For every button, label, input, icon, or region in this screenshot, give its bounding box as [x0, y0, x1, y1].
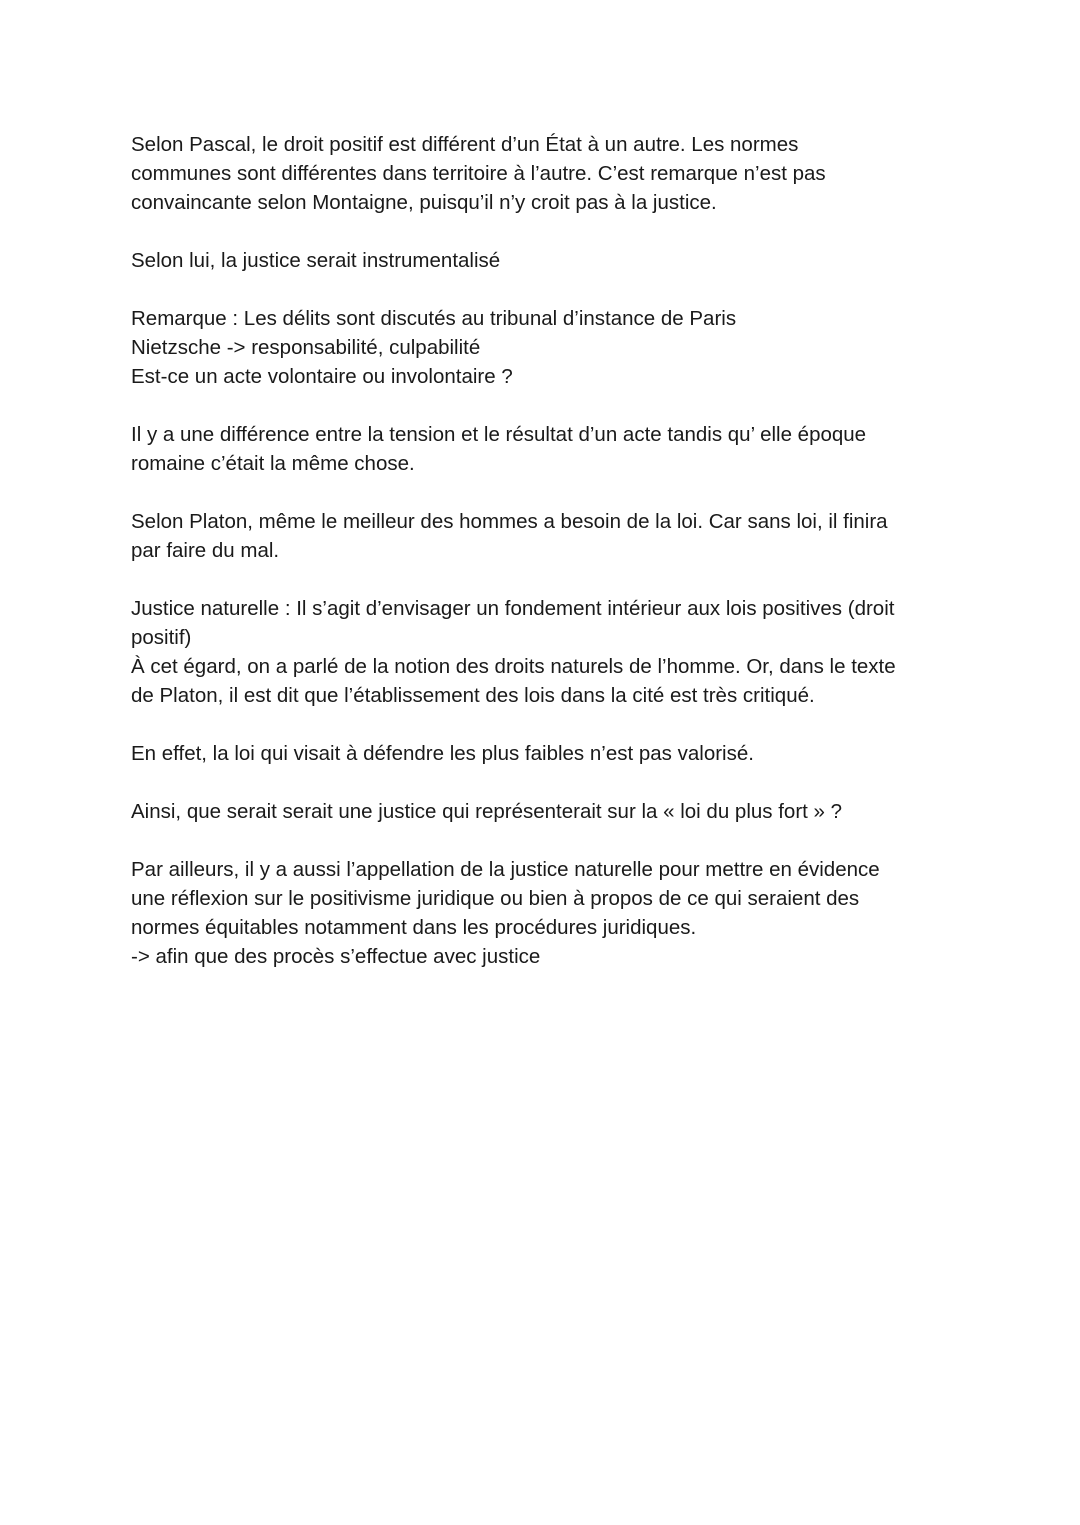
- text-line: Selon Pascal, le droit positif est différent d’un État à un autre. Les normes: [131, 133, 799, 156]
- text-line: Nietzsche -> responsabilité, culpabilité: [131, 336, 481, 359]
- text-line: romaine c’était la même chose.: [131, 452, 415, 475]
- text-line: Il y a une différence entre la tension et le résultat d’un acte tandis qu’ elle époque: [131, 423, 867, 446]
- text-line: Selon Platon, même le meilleur des hommes a besoin de la loi. Car sans loi, il finira: [131, 510, 888, 533]
- text-line: Ainsi, que serait serait une justice qui représenterait sur la « loi du plus fort » ?: [131, 800, 843, 823]
- text-line: En effet, la loi qui visait à défendre les plus faibles n’est pas valorisé.: [131, 742, 754, 765]
- text-line: Remarque : Les délits sont discutés au tribunal d’instance de Paris: [131, 307, 737, 330]
- paragraph-difference: [131, 420, 961, 478]
- text-line: Justice naturelle : Il s’agit d’envisager un fondement intérieur aux lois positives (droit: [131, 597, 895, 620]
- text-line: par faire du mal.: [131, 539, 280, 562]
- paragraph-instrumentalise: [131, 246, 961, 275]
- paragraph-par-ailleurs: [131, 855, 961, 971]
- text-line: Est-ce un acte volontaire ou involontaire ?: [131, 365, 513, 388]
- text-line: positif): [131, 626, 192, 649]
- paragraph-remarque: [131, 304, 961, 391]
- text-line: -> afin que des procès s’effectue avec justice: [131, 945, 541, 968]
- paragraph-justice-naturelle: [131, 594, 961, 710]
- text-line: communes sont différentes dans territoire à l’autre. C’est remarque n’est pas: [131, 162, 826, 185]
- paragraph-platon: [131, 507, 961, 565]
- text-line: Par ailleurs, il y a aussi l’appellation de la justice naturelle pour mettre en évidence: [131, 858, 880, 881]
- document-body: [131, 130, 961, 1000]
- paragraph-en-effet: [131, 739, 961, 768]
- text-line: À cet égard, on a parlé de la notion des droits naturels de l’homme. Or, dans le texte: [131, 655, 896, 678]
- text-line: Selon lui, la justice serait instrumentalisé: [131, 249, 501, 272]
- text-line: normes équitables notamment dans les procédures juridiques.: [131, 916, 697, 939]
- text-line: convaincante selon Montaigne, puisqu’il n’y croit pas à la justice.: [131, 191, 717, 214]
- text-line: de Platon, il est dit que l’établissement des lois dans la cité est très critiqué.: [131, 684, 815, 707]
- paragraph-ainsi: [131, 797, 961, 826]
- paragraph-pascal: [131, 130, 961, 217]
- text-line: une réflexion sur le positivisme juridique ou bien à propos de ce qui seraient des: [131, 887, 860, 910]
